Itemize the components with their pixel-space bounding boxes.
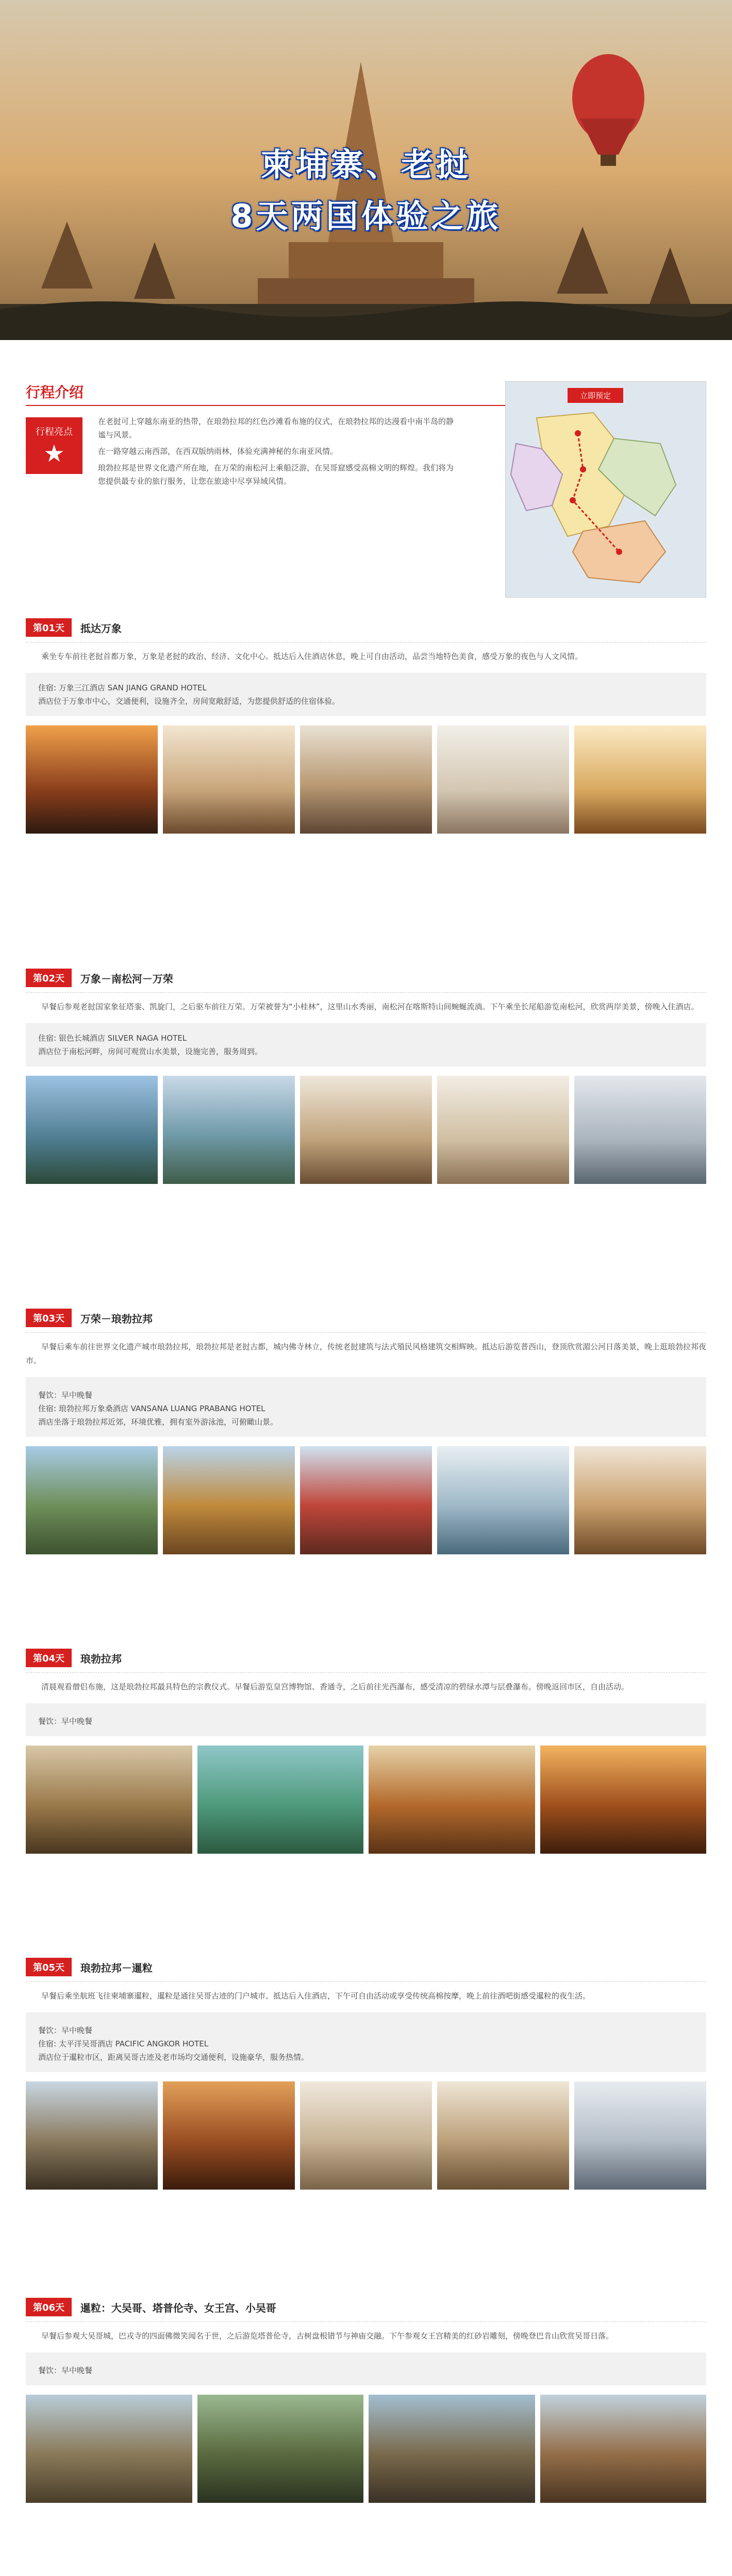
photo <box>163 1076 295 1184</box>
photo-row <box>26 2395 706 2503</box>
photo <box>574 725 706 834</box>
photo <box>574 1076 706 1184</box>
photo-row <box>26 1745 706 1854</box>
day-block <box>26 618 706 834</box>
meal-box <box>26 1703 706 1736</box>
photo <box>300 1446 432 1554</box>
hero-banner <box>0 0 732 340</box>
day-tag: 第03天 <box>26 1309 72 1327</box>
photo <box>300 1076 432 1184</box>
photo <box>163 2081 295 2190</box>
day-description: 清晨观看僧侣布施，这是琅勃拉邦最具特色的宗教仪式。早餐后游览皇宫博物馆、香通寺，之后前往光西瀑布，感受清凉的碧绿水潭与层叠瀑布。傍晚返回市区，自由活动。 <box>41 1682 629 1691</box>
intro-paragraph: 琅勃拉邦是世界文化遗产所在地，在万荣的南松河上乘船泛游，在吴哥窟感受高棉文明的辉煌。我们将为您提供最专业的旅行服务，让您在旅途中尽享异域风情。 <box>98 463 454 486</box>
photo <box>369 2395 535 2503</box>
day-tag: 第06天 <box>26 2298 72 2316</box>
hotel-label: 住宿: <box>38 683 57 692</box>
hotel-info <box>26 1377 706 1437</box>
book-now-button[interactable]: 立即预定 <box>568 388 623 403</box>
day-tag: 第05天 <box>26 1958 72 1976</box>
meal-info: 餐饮：早中晚餐 <box>38 1391 93 1400</box>
hotel-name: 琅勃拉邦万象桑酒店 VANSANA LUANG PRABANG HOTEL <box>58 1404 265 1413</box>
intro-paragraph: 在老挝可上穿越东南亚的热带，在琅勃拉邦的红色沙滩看布施的仪式，在琅勃拉邦的达漫看中南半岛的静谧与风景。 <box>98 417 454 439</box>
day-tag: 第04天 <box>26 1649 72 1667</box>
photo <box>574 2081 706 2190</box>
hotel-info <box>26 2012 706 2072</box>
day-block <box>26 1649 706 1854</box>
photo <box>26 1076 158 1184</box>
photo <box>437 1446 569 1554</box>
photo <box>540 2395 707 2503</box>
highlight-badge <box>26 417 82 474</box>
photo <box>26 1745 192 1854</box>
photo <box>26 2395 192 2503</box>
day-tag: 第02天 <box>26 969 72 987</box>
photo <box>26 1446 158 1554</box>
intro-text <box>98 415 459 491</box>
day-block <box>26 2298 706 2503</box>
highlight-badge-label: 行程亮点 <box>36 427 73 437</box>
day-description: 早餐后参观大吴哥城，巴戎寺的四面佛微笑闻名于世，之后游览塔普伦寺，古树盘根错节与神庙交融。下午参观女王宫精美的红砂岩雕刻，傍晚登巴肯山欣赏吴哥日落。 <box>41 2331 614 2341</box>
photo-row <box>26 1446 706 1554</box>
intro-paragraph: 在一路穿越云南西部，在西双版纳雨林，体验充满神秘的东南亚风情。 <box>98 447 338 456</box>
hotel-description: 酒店位于南松河畔，房间可观赏山水美景，设施完善，服务周到。 <box>38 1047 263 1056</box>
hotel-name: 银色长城酒店 SILVER NAGA HOTEL <box>58 1033 187 1043</box>
day-description: 早餐后参观老挝国家象征塔銮、凯旋门，之后驱车前往万荣。万荣被誉为“小桂林”，这里山水秀丽，南松河在喀斯特山间蜿蜒流淌。下午乘坐长尾船游览南松河，欣赏两岸美景，傍晚入住酒店。 <box>41 1002 699 1011</box>
photo <box>300 725 432 834</box>
day-tag: 第01天 <box>26 618 72 637</box>
day-block <box>26 1958 706 2190</box>
hotel-description: 酒店位于万象市中心，交通便利，设施齐全，房间宽敞舒适，为您提供舒适的住宿体验。 <box>38 697 340 706</box>
photo-row <box>26 1076 706 1184</box>
hotel-description: 酒店坐落于琅勃拉邦近郊，环境优雅，拥有室外游泳池，可俯瞰山景。 <box>38 1417 278 1427</box>
photo <box>437 2081 569 2190</box>
photo <box>26 2081 158 2190</box>
route-map-illustration <box>506 382 706 598</box>
day-title: 万荣－琅勃拉邦 <box>80 1312 153 1325</box>
meal-info: 餐饮：早中晚餐 <box>38 1717 93 1726</box>
intro-heading: 行程介绍 <box>26 384 84 401</box>
photo <box>574 1446 706 1554</box>
day-description: 早餐后乘车前往世界文化遗产城市琅勃拉邦，琅勃拉邦是老挝古都，城内佛寺林立，传统老挝建筑与法式殖民风格建筑交相辉映。抵达后游览普西山，登顶欣赏湄公河日落美景，晚上逛琅勃拉邦夜市。 <box>26 1342 707 1365</box>
photo-row <box>26 725 706 834</box>
day-title: 暹粒：大吴哥、塔普伦寺、女王宫、小吴哥 <box>80 2301 276 2314</box>
photo-row <box>26 2081 706 2190</box>
star-icon: ★ <box>43 439 65 467</box>
day-title: 琅勃拉邦－暹粒 <box>80 1961 153 1974</box>
meal-box <box>26 2352 706 2385</box>
hotel-description: 酒店位于暹粒市区，距离吴哥古迹及老市场均交通便利，设施豪华，服务热情。 <box>38 2053 309 2062</box>
day-title: 万象－南松河－万荣 <box>80 972 173 985</box>
photo <box>540 1745 707 1854</box>
photo <box>163 725 295 834</box>
meal-info: 餐饮：早中晚餐 <box>38 2026 93 2035</box>
day-title: 琅勃拉邦 <box>80 1652 122 1665</box>
hotel-label: 住宿: <box>38 2039 57 2048</box>
photo <box>369 1745 535 1854</box>
photo <box>197 1745 364 1854</box>
hotel-label: 住宿: <box>38 1404 57 1413</box>
day-description: 早餐后乘坐航班飞往柬埔寨暹粒，暹粒是通往吴哥古迹的门户城市。抵达后入住酒店，下午可自由活动或享受传统高棉按摩，晚上前往酒吧街感受暹粒的夜生活。 <box>41 1991 591 2001</box>
photo <box>437 725 569 834</box>
photo <box>197 2395 364 2503</box>
hotel-info <box>26 1023 706 1066</box>
photo <box>163 1446 295 1554</box>
photo <box>300 2081 432 2190</box>
meal-info: 餐饮：早中晚餐 <box>38 2366 93 2375</box>
hotel-info <box>26 673 706 716</box>
hero-title-line1: 柬埔寨、老挝 <box>260 146 471 183</box>
day-title: 抵达万象 <box>80 622 122 635</box>
hotel-name: 太平洋吴哥酒店 PACIFIC ANGKOR HOTEL <box>58 2039 209 2048</box>
day-block <box>26 969 706 1184</box>
hotel-label: 住宿: <box>38 1033 57 1043</box>
photo <box>26 725 158 834</box>
route-map <box>505 381 706 598</box>
hero-title-line2: 8天两国体验之旅 <box>230 197 502 235</box>
hotel-name: 万象三江酒店 SAN JIANG GRAND HOTEL <box>58 683 207 692</box>
day-description: 乘坐专车前往老挝首都万象，万象是老挝的政治、经济、文化中心。抵达后入住酒店休息，晚上可自由活动，品尝当地特色美食，感受万象的夜色与人文风情。 <box>41 652 583 661</box>
day-block <box>26 1309 706 1554</box>
photo <box>437 1076 569 1184</box>
